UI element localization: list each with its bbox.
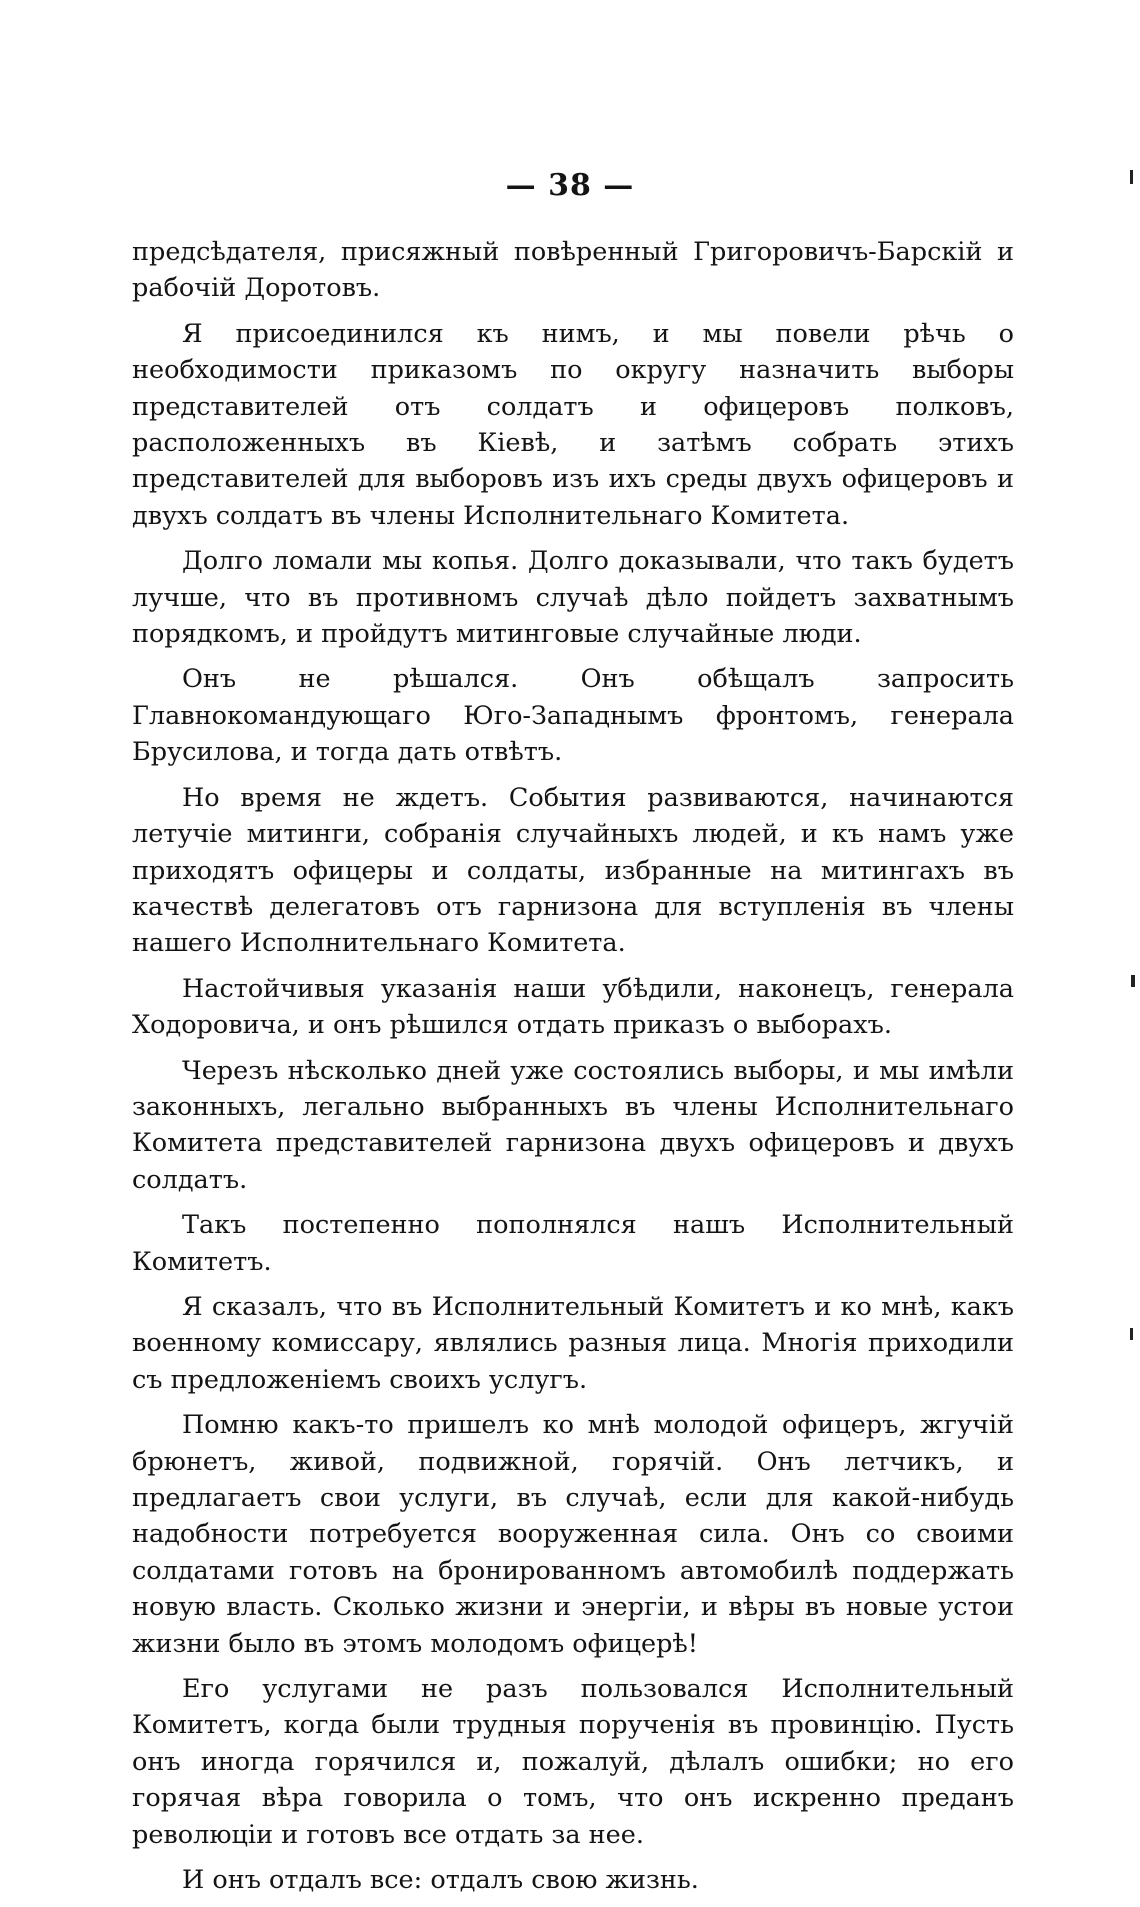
scan-speck (1130, 1328, 1133, 1340)
paragraph: Настойчивыя указанія наши убѣдили, наконецъ, генерала Ходоровича, и онъ рѣшился отдать приказъ о выборахъ. (132, 973, 1014, 1041)
scan-speck (1130, 170, 1133, 184)
paragraph: Его услугами не разъ пользовался Исполнительный Комитетъ, когда были трудныя порученія въ провинцію. Пусть онъ иногда горячился и, пожалуй, дѣлалъ ошибки; но его горячая вѣра говорила о томъ, что онъ искренно преданъ революціи и готовъ все отдать за нее. (132, 1674, 1014, 1850)
paragraph: Помню какъ-то пришелъ ко мнѣ молодой офицеръ, жгучій брюнетъ, живой, подвижной, горячій. Онъ летчикъ, и предлагаетъ свои услуги, въ случаѣ, если для какой-нибудь надобности потребуется вооруженная сила. Онъ со своими солдатами готовъ на бронированномъ автомобилѣ поддержать новую власть. Сколько жизни и энергіи, и вѣры въ новые устои жизни было въ этомъ молодомъ офицерѣ! (132, 1410, 1014, 1659)
paragraph: И онъ отдалъ все: отдалъ свою жизнь. (182, 1865, 699, 1896)
paragraph: Онъ не рѣшался. Онъ обѣщалъ запросить Главнокомандующаго Юго-Западнымъ фронтомъ, генерала Брусилова, и тогда дать отвѣтъ. (132, 664, 1014, 768)
paragraph: предсѣдателя, присяжный повѣренный Григоровичъ-Барскій и рабочій Доротовъ. (132, 237, 1014, 304)
scan-speck (1131, 975, 1135, 987)
page-number: — 38 — (505, 168, 635, 203)
paragraph: Черезъ нѣсколько дней уже состоялись выборы, и мы имѣли законныхъ, легально выбранныхъ въ члены Исполнительнаго Комитета представителей гарнизона двухъ офицеровъ и двухъ солдатъ. (132, 1055, 1014, 1195)
paragraph: Но время не ждетъ. События развиваются, начинаются летучіе митинги, собранія случайныхъ людей, и къ намъ уже приходятъ офицеры и солдаты, избранные на митингахъ въ качествѣ делегатовъ отъ гарнизона для вступленія въ члены нашего Исполнительнаго Комитета. (132, 782, 1014, 959)
paragraph: Долго ломали мы копья. Долго доказывали, что такъ будетъ лучше, что въ противномъ случаѣ дѣло пойдетъ захватнымъ порядкомъ, и пройдутъ митинговые случайные люди. (132, 546, 1014, 650)
paragraph: Такъ постепенно пополнялся нашъ Исполнительный Комитетъ. (132, 1210, 1014, 1277)
paragraph: Я присоединился къ нимъ, и мы повели рѣчь о необходимости приказомъ по округу назначить выборы представителей отъ солдатъ и офицеровъ полковъ, расположенныхъ въ Кіевѣ, и затѣмъ собрать этихъ представителей для выборовъ изъ ихъ среды двухъ офицеровъ и двухъ солдатъ въ члены Исполнительнаго Комитета. (132, 318, 1014, 531)
body-text (132, 234, 1014, 1907)
paragraph: Я сказалъ, что въ Исполнительный Комитетъ и ко мнѣ, какъ военному комиссару, являлись разныя лица. Многія приходили съ предложеніемъ своихъ услугъ. (132, 1291, 1014, 1395)
